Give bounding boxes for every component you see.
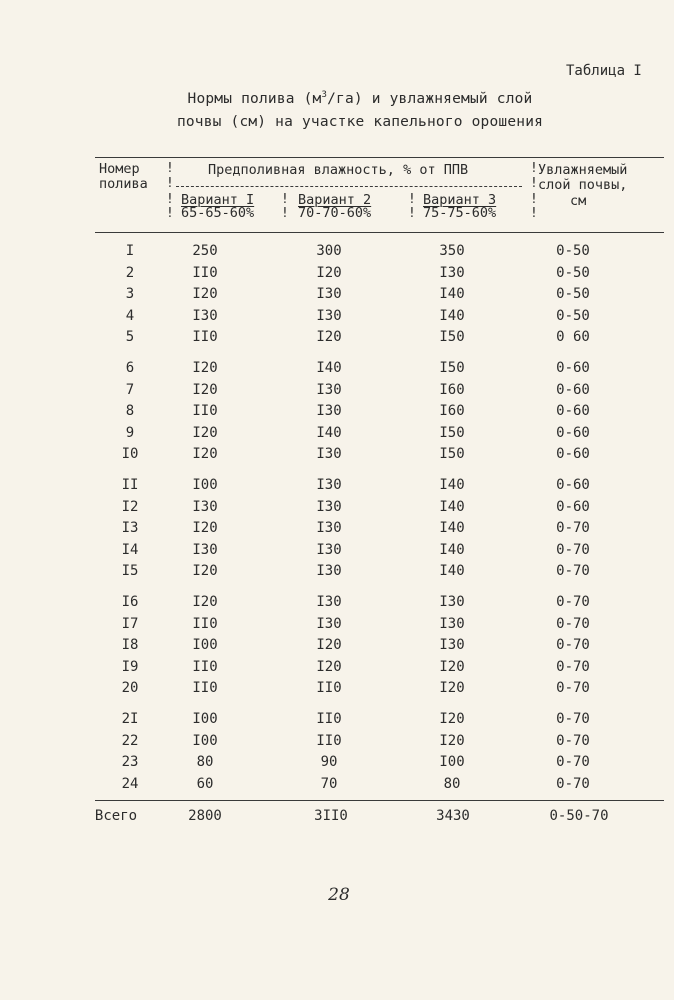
table-label: Таблица I xyxy=(566,63,642,79)
row-number: 23 xyxy=(121,754,139,771)
row-number: 6 xyxy=(125,360,135,376)
row-variant1: I20 xyxy=(192,360,218,376)
row-layer: 0-70 xyxy=(556,711,590,727)
row-number: 9 xyxy=(125,424,135,441)
row-variant3: I40 xyxy=(439,541,465,558)
column-separator: ! xyxy=(408,192,416,207)
row-variant3: I30 xyxy=(439,264,465,281)
row-variant3: I60 xyxy=(439,403,465,420)
table-title-line2: почвы (см) на участке капельного орошения xyxy=(176,114,544,130)
row-variant1: I20 xyxy=(192,594,218,610)
row-layer: 0-70 xyxy=(556,754,590,771)
row-variant2: I30 xyxy=(316,403,342,420)
row-variant3: I50 xyxy=(439,360,465,376)
row-variant3: I40 xyxy=(439,307,465,324)
row-variant1: 250 xyxy=(192,243,218,259)
row-layer: 0-60 xyxy=(556,498,590,515)
row-variant2: I30 xyxy=(316,541,342,558)
row-variant3: I00 xyxy=(439,754,465,771)
row-variant1: I30 xyxy=(192,498,218,515)
column-separator: ! xyxy=(166,161,174,176)
row-variant1: II0 xyxy=(192,329,218,346)
row-variant1: 60 xyxy=(196,775,214,792)
row-variant2: II0 xyxy=(316,680,342,697)
row-variant1: I00 xyxy=(192,732,218,749)
row-variant1: I30 xyxy=(192,307,218,324)
row-variant1: II0 xyxy=(192,403,218,420)
row-layer: 0-70 xyxy=(556,520,590,537)
column-separator: ! xyxy=(281,192,289,207)
row-layer: 0-70 xyxy=(556,541,590,558)
row-variant3: I40 xyxy=(439,498,465,515)
row-number: 22 xyxy=(121,732,139,749)
total-rule xyxy=(95,800,664,801)
row-variant2: I30 xyxy=(316,563,342,580)
total-variant2: 3II0 xyxy=(314,808,348,824)
row-variant2: I30 xyxy=(316,307,342,324)
row-variant2: I30 xyxy=(316,381,342,398)
column-separator: ! xyxy=(530,176,538,191)
row-variant1: I20 xyxy=(192,424,218,441)
column-separator: ! xyxy=(166,176,174,191)
column-separator: ! xyxy=(530,206,538,221)
row-number: I2 xyxy=(121,498,139,515)
row-number: 2 xyxy=(125,264,135,281)
row-number: 8 xyxy=(125,403,135,420)
row-variant3: I60 xyxy=(439,381,465,398)
row-variant3: I20 xyxy=(439,680,465,697)
row-variant2: I30 xyxy=(316,446,342,463)
row-variant1: I30 xyxy=(192,541,218,558)
table-title-line1 xyxy=(100,91,620,107)
row-variant2: 90 xyxy=(320,754,338,771)
row-number: I3 xyxy=(121,520,139,537)
header-bottom-rule xyxy=(95,232,664,233)
row-layer: 0-70 xyxy=(556,658,590,675)
row-number: I5 xyxy=(121,563,139,580)
row-variant3: I40 xyxy=(439,286,465,303)
row-variant1: II0 xyxy=(192,264,218,281)
header-variant3 xyxy=(423,194,496,220)
row-number: I4 xyxy=(121,541,139,558)
header-variant2 xyxy=(298,194,371,220)
row-variant3: I30 xyxy=(439,594,465,610)
row-layer: 0-70 xyxy=(556,563,590,580)
variant1-range: 65-65-60% xyxy=(181,205,255,221)
variant3-name: Вариант 3 xyxy=(423,192,497,208)
row-variant1: I00 xyxy=(192,637,218,654)
row-variant3: 350 xyxy=(439,243,465,259)
row-variant2: I30 xyxy=(316,477,342,493)
row-number: I xyxy=(125,243,135,259)
row-variant1: II0 xyxy=(192,658,218,675)
variant3-range: 75-75-60% xyxy=(423,205,497,221)
row-layer: 0-70 xyxy=(556,615,590,632)
row-number: 4 xyxy=(125,307,135,324)
header-col5-line2: слой почвы, xyxy=(538,177,628,193)
row-variant2: I20 xyxy=(316,264,342,281)
column-separator: ! xyxy=(166,192,174,207)
total-variant3: 3430 xyxy=(436,808,470,824)
row-layer: 0 60 xyxy=(556,329,590,346)
row-layer: 0-60 xyxy=(556,381,590,398)
column-separator: ! xyxy=(530,161,538,176)
row-number: I7 xyxy=(121,615,139,632)
row-variant3: I30 xyxy=(439,637,465,654)
title-superscript: 3 xyxy=(321,90,328,101)
row-variant3: I40 xyxy=(439,563,465,580)
column-separator: ! xyxy=(530,192,538,207)
row-variant2: II0 xyxy=(316,711,342,727)
variant2-name: Вариант 2 xyxy=(298,192,372,208)
row-variant3: I50 xyxy=(439,329,465,346)
row-number: 2I xyxy=(121,711,139,727)
row-number: I0 xyxy=(121,446,139,463)
row-number: 5 xyxy=(125,329,135,346)
row-variant1: I20 xyxy=(192,520,218,537)
row-variant2: I30 xyxy=(316,615,342,632)
header-col1-line2: полива xyxy=(99,176,148,192)
row-variant1: II0 xyxy=(192,615,218,632)
row-layer: 0-60 xyxy=(556,446,590,463)
row-variant2: I40 xyxy=(316,424,342,441)
row-layer: 0-70 xyxy=(556,594,590,610)
row-variant3: I20 xyxy=(439,658,465,675)
row-variant1: I20 xyxy=(192,446,218,463)
row-number: 24 xyxy=(121,775,139,792)
row-variant2: I30 xyxy=(316,286,342,303)
row-variant1: I20 xyxy=(192,563,218,580)
row-number: II xyxy=(121,477,139,493)
row-variant1: I00 xyxy=(192,477,218,493)
row-number: 7 xyxy=(125,381,135,398)
row-variant2: I30 xyxy=(316,520,342,537)
row-number: I6 xyxy=(121,594,139,610)
page-number: 28 xyxy=(328,885,350,905)
header-col5-line1: Увлажняемый xyxy=(538,162,628,178)
row-variant3: I50 xyxy=(439,446,465,463)
row-variant3: I20 xyxy=(439,711,465,727)
row-layer: 0-50 xyxy=(556,264,590,281)
row-layer: 0-50 xyxy=(556,286,590,303)
row-number: I8 xyxy=(121,637,139,654)
row-layer: 0-70 xyxy=(556,732,590,749)
header-col5-line3: см xyxy=(570,193,587,209)
title-text-pre: Нормы полива (м xyxy=(187,91,322,107)
row-layer: 0-60 xyxy=(556,424,590,441)
row-variant1: 80 xyxy=(196,754,214,771)
row-variant2: II0 xyxy=(316,732,342,749)
row-variant3: I30 xyxy=(439,615,465,632)
row-number: 3 xyxy=(125,286,135,303)
row-variant1: I00 xyxy=(192,711,218,727)
row-number: I9 xyxy=(121,658,139,675)
row-variant2: I40 xyxy=(316,360,342,376)
row-variant2: I20 xyxy=(316,637,342,654)
column-separator: ! xyxy=(281,206,289,221)
row-layer: 0-70 xyxy=(556,637,590,654)
table-top-rule xyxy=(95,157,664,158)
row-number: 20 xyxy=(121,680,139,697)
total-variant1: 2800 xyxy=(188,808,222,824)
column-separator: ! xyxy=(166,206,174,221)
row-layer: 0-60 xyxy=(556,360,590,376)
row-layer: 0-60 xyxy=(556,403,590,420)
title-text-post: /га) и увлажняемый слой xyxy=(327,91,533,107)
row-variant1: II0 xyxy=(192,680,218,697)
row-variant3: I50 xyxy=(439,424,465,441)
row-layer: 0-60 xyxy=(556,477,590,493)
row-variant3: I20 xyxy=(439,732,465,749)
row-variant2: I20 xyxy=(316,658,342,675)
column-separator: ! xyxy=(408,206,416,221)
variant1-name: Вариант I xyxy=(181,192,255,208)
header-col1-line1: Номер xyxy=(99,161,140,177)
row-variant2: 70 xyxy=(320,775,338,792)
header-group-title: Предполивная влажность, % от ППВ xyxy=(208,162,469,178)
row-variant2: I20 xyxy=(316,329,342,346)
row-layer: 0-70 xyxy=(556,680,590,697)
row-variant1: I20 xyxy=(192,381,218,398)
total-label: Всего xyxy=(94,808,138,824)
header-variant1 xyxy=(181,194,254,220)
variant2-range: 70-70-60% xyxy=(298,205,372,221)
row-variant3: 80 xyxy=(443,775,461,792)
total-layer: 0-50-70 xyxy=(549,808,609,824)
header-dashed-rule xyxy=(176,186,522,187)
row-layer: 0-50 xyxy=(556,243,590,259)
row-variant2: I30 xyxy=(316,594,342,610)
row-layer: 0-70 xyxy=(556,775,590,792)
row-variant1: I20 xyxy=(192,286,218,303)
row-variant2: 300 xyxy=(316,243,342,259)
row-variant3: I40 xyxy=(439,520,465,537)
row-variant2: I30 xyxy=(316,498,342,515)
row-layer: 0-50 xyxy=(556,307,590,324)
row-variant3: I40 xyxy=(439,477,465,493)
